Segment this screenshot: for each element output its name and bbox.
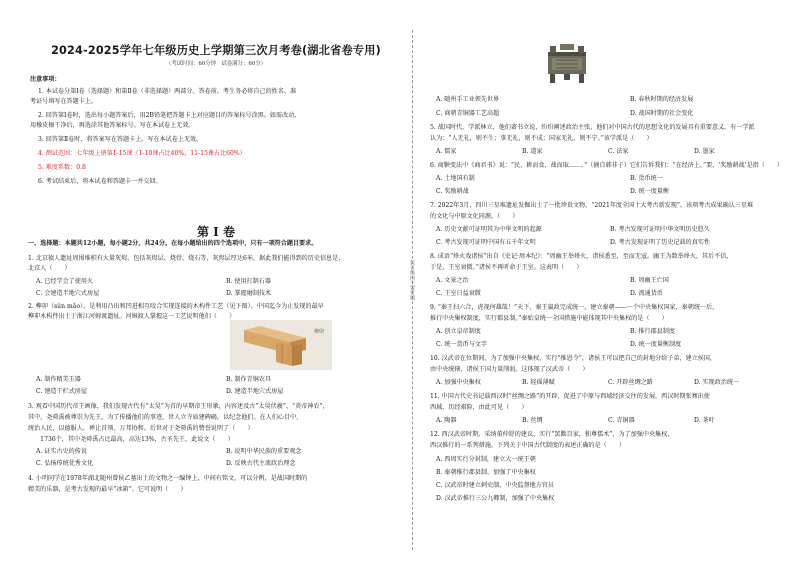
q9-option-c[interactable]: C. 统一货币与文字 <box>436 341 487 348</box>
question-12-text: 12. 西汉武帝时期，采纳董仲舒的建议，实行“罢黜百家，独尊儒术”，为了加强中央集权， <box>430 431 674 438</box>
q4-option-a[interactable]: A. 随州手工业领先世界 <box>436 96 500 103</box>
q12-option-a[interactable]: A. 西周实行分封制，建立大一统王朝 <box>436 456 536 463</box>
question-8-text: 8. 成语“烽火戏诸侯”出自《史记·周本纪》：“周幽王举烽火，诸侯悉至，至而无寇。幽王为数举烽火，其后不信， <box>430 253 733 260</box>
q7-option-b[interactable]: B. 考古发现可证明中华文明历史悠久 <box>610 226 710 233</box>
q8-option-b[interactable]: B. 周幽王亡国 <box>630 277 669 284</box>
q1-option-b[interactable]: B. 使用打制石器 <box>226 278 271 285</box>
binding-text: 装订线内不要答题 <box>409 260 415 300</box>
question-10-text: 10. 汉武帝在位期间，为了加强中央集权，实行“推恩令”，诸侯王可以把自己的封地分给子弟，建立侯国， <box>430 355 716 362</box>
exam-title: 2024-2025学年七年级历史上学期第三次月考卷(湖北省卷专用) <box>51 44 381 57</box>
note-difficulty: 5. 难度系数：0.8 <box>38 164 86 171</box>
question-2-text: 榫卯木构件出土于浙江河姆渡遗址。河姆渡人掌握这一工艺说明他们（ ） <box>28 313 236 320</box>
question-11-text: 11. 中国古代史书记载西汉时“丝绸之路”的开辟，促进了中原与西域经济交往的发展，西汉时期张骞出使 <box>430 393 710 400</box>
note-line: 用橡皮擦干净后，再选涂其他答案标号。写在本试卷上无效。 <box>30 122 195 129</box>
question-2-text: 2. 榫卯（sǔn mǎo），是利用凸出和凹进相互咬合实现连接的木构件工艺（见下图）。中国迄今为止发现的最早 <box>28 303 324 310</box>
note-line: 考证号填写在答题卡上。 <box>30 98 98 105</box>
q5-option-d[interactable]: D. 墨家 <box>694 148 715 155</box>
q9-option-b[interactable]: B. 推行郡县制度 <box>630 328 675 335</box>
question-5-text: 认为：“人无礼，则不生；事无礼，则不成；国家无礼，则不宁。”该学派是（ ） <box>430 135 653 142</box>
q6-option-a[interactable]: A. 土地国有制 <box>436 175 475 182</box>
question-3-text: 1736个，其中尧舜禹占比最高，高达13%，古圣先王，此说文（ ） <box>28 436 234 443</box>
q8-option-a[interactable]: A. 文景之治 <box>436 277 469 284</box>
q3-option-b[interactable]: B. 说明中华民族的重要观念 <box>226 448 302 455</box>
q1-option-c[interactable]: C. 会建造半地穴式房屋 <box>36 290 100 297</box>
q4-option-d[interactable]: D. 战国时期的社会变化 <box>630 110 694 117</box>
q8-option-c[interactable]: C. 王室日益衰微 <box>436 290 481 297</box>
question-7-text: 的文化与中原文化同源。（ ） <box>430 213 519 220</box>
note-line: 1. 本试卷分第Ⅰ卷（选择题）和第Ⅱ卷（非选择题）两部分。答卷前，考生务必将自己的姓名、准 <box>38 88 297 95</box>
q12-option-b[interactable]: B. 秦朝推行郡县制，加强了中央集权 <box>436 469 536 476</box>
q5-option-b[interactable]: B. 道家 <box>522 148 543 155</box>
q8-option-d[interactable]: D. 流通货币 <box>630 290 663 297</box>
q2-option-b[interactable]: B. 制作青铜农具 <box>226 376 271 383</box>
q7-option-a[interactable]: A. 历史文献可证明其为中华文明的起源 <box>436 226 542 233</box>
q3-option-a[interactable]: A. 证实古史的传说 <box>36 448 87 455</box>
bronze-artifact-image <box>540 40 594 86</box>
question-4-text: 精美的乐器，是考古发现的最早“冰箱”。它可说明（ ） <box>28 486 187 493</box>
notes-heading: 注意事项： <box>30 76 61 83</box>
q11-option-c[interactable]: C. 青铜器 <box>608 417 635 424</box>
q11-option-b[interactable]: B. 丝绸 <box>522 417 543 424</box>
q6-option-c[interactable]: C. 奖励耕战 <box>436 188 469 195</box>
question-12-text: 西汉推行的一系列措施。下列关于中国古代制度的表述正确的是（ ） <box>430 442 625 449</box>
note-test-scope: 4. 测试范围：七年级上册第1-15课（1-10课占比40%，11-15课占比60%） <box>38 150 246 157</box>
question-4-text: 4. 小明同学在1978年湖北随州曾侯乙墓出土的文物之一编钟上，中间有铭文，可以分辨，是战国时期的 <box>28 475 308 482</box>
note-line: 2. 回答第Ⅰ卷时，选出每小题答案后，用2B铅笔把答题卡上对应题目的答案标号涂黑。如需改动， <box>38 112 301 119</box>
q12-option-d[interactable]: D. 汉武帝推行三公九卿制，加强了中央集权 <box>436 495 555 502</box>
question-6-text: 6. 商鞅变法中《商君书》说：“民，耕而食，战而取……。”（摘自韩非子）它们告诉我们：“在经济上，”要，‘奖励耕战’是指（ ） <box>430 162 784 169</box>
section-title: 第 Ⅰ 卷 <box>197 225 235 239</box>
image-caption: 榫卯 <box>314 329 325 335</box>
bronze-vessel-icon <box>540 40 594 86</box>
mortise-tenon-image <box>230 320 332 370</box>
q10-option-d[interactable]: D. 实现政治统一 <box>694 379 740 386</box>
q9-option-a[interactable]: A. 创立皇帝制度 <box>436 328 481 335</box>
q3-option-c[interactable]: C. 弘扬传统优秀文化 <box>36 460 94 467</box>
q6-option-b[interactable]: B. 货币统一 <box>630 175 663 182</box>
question-7-text: 7. 2022年3月，四川三星堆遗址发掘出土了一批珍贵文物，“2021年度全国十大考古新发现”。该项考古成果确认三星堆 <box>430 202 754 209</box>
q4-option-b[interactable]: B. 春秋时期的经济发展 <box>630 96 694 103</box>
exam-subtitle: （考试时间：60分钟 试卷满分：60分） <box>166 61 266 67</box>
q5-option-a[interactable]: A. 儒家 <box>436 148 457 155</box>
q2-option-c[interactable]: C. 建造干栏式房屋 <box>36 388 87 395</box>
binding-line <box>409 30 423 550</box>
q10-option-c[interactable]: C. 开辟丝绸之路 <box>608 379 653 386</box>
q4-option-c[interactable]: C. 商朝青铜器工艺高超 <box>436 110 500 117</box>
q2-option-a[interactable]: A. 制作精美玉器 <box>36 376 81 383</box>
q1-option-a[interactable]: A. 已经学会了使用火 <box>36 278 94 285</box>
question-11-text: 西域，历经艰险，由此可见（ ） <box>430 404 528 411</box>
note-line: 6. 考试结束后，将本试卷和答题卡一并交回。 <box>38 178 162 185</box>
q3-option-d[interactable]: D. 反映古代主流政治理念 <box>226 460 296 467</box>
q5-option-c[interactable]: C. 法家 <box>608 148 629 155</box>
question-10-text: 由中央统辖，诸侯王国力量削弱。这体现了汉武帝（ ） <box>430 366 589 373</box>
q9-option-d[interactable]: D. 统一度量衡制度 <box>630 341 682 348</box>
q11-option-d[interactable]: D. 茶叶 <box>694 417 715 424</box>
q11-option-a[interactable]: A. 陶器 <box>436 417 457 424</box>
q6-option-d[interactable]: D. 统一度量衡 <box>630 188 670 195</box>
q12-option-c[interactable]: C. 汉武帝时建立刺史制，中央监督地方官员 <box>436 482 555 489</box>
question-5-text: 5. 战国时代，学派林立，他们著书立说，纷纷阐述政治主张，他们对中国古代的思想文化的发展具有重要意义。有一学派 <box>430 124 755 131</box>
question-1-text: 1. 北京猿人遗址周围堆积有大量灰烬，包括灰烬层、烧骨、烧石等，灰烬层厚达6米。据此我们能得到的历史信息是， <box>28 255 345 262</box>
question-1-text: 北京人（ ） <box>28 265 71 272</box>
section-intro: 一、选择题：本题共12小题，每小题2分，共24分。在每小题给出的四个选项中，只有一项符合题目要求。 <box>28 240 318 247</box>
question-9-text: 9. “秦王扫六合，虎视何雄哉！”天下，秦王嬴政完成统一，建立秦朝——一个中央集权国家，秦朝统一后， <box>430 304 719 311</box>
q10-option-a[interactable]: A. 加强中央集权 <box>436 379 481 386</box>
note-line: 3. 回答第Ⅱ卷时，将答案写在答题卡上。写在本试卷上无效。 <box>38 136 203 143</box>
question-3-text: 其中，尧舜禹被尊崇为先王，为了传播他们的事迹，世人立寺庙建碑碣，以纪念他们。在人们心目中， <box>28 414 303 421</box>
q1-option-d[interactable]: D. 掌握磨制技术 <box>226 290 272 297</box>
question-3-text: 3. 观看中国历代帝王画像，我们发现古代有“太昊”为首的早期帝王形象，内容述及古“太昊伏羲”、“炎帝神农”， <box>28 403 329 410</box>
q7-option-c[interactable]: C. 考古发现可证明中国有五千年文明 <box>436 239 536 246</box>
question-8-text: 于是，王室衰微。”诸侯不再听命于王室。这表明（ ） <box>430 264 583 271</box>
question-9-text: 推行中央集权制度，实行郡县制。”秦始皇统一全国措施中能体现其中央集权的是（ ） <box>430 315 668 322</box>
question-3-text: 统治人民，以德服人，禅让首领，万邦协和。后世对于尧舜禹的赞誉说明了（ ） <box>28 425 254 432</box>
q10-option-b[interactable]: B. 轻徭薄赋 <box>522 379 555 386</box>
q2-option-d[interactable]: D. 建造半地穴式房屋 <box>226 388 284 395</box>
q7-option-d[interactable]: D. 考古发现证明了历史记载的真实性 <box>610 239 710 246</box>
